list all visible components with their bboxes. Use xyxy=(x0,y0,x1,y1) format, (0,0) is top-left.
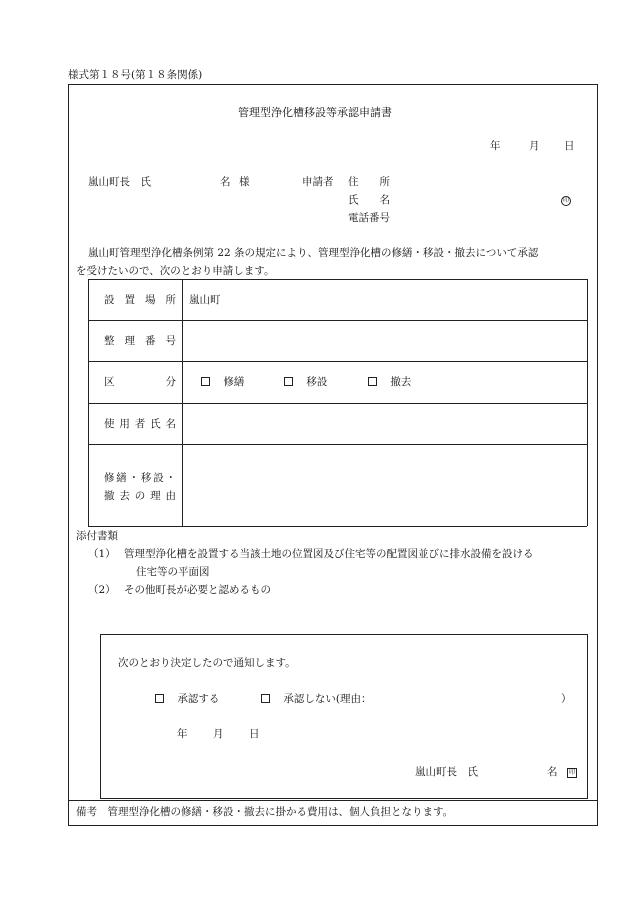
decision-approve-label: 承認する xyxy=(177,693,220,705)
addressee-honorific: 様 xyxy=(239,176,250,188)
option-repair[interactable] xyxy=(201,377,244,388)
applicant-role: 申請者 xyxy=(302,176,334,188)
addressee-mei: 名 xyxy=(220,176,231,188)
location-value[interactable]: 嵐山町 xyxy=(189,294,221,306)
applicant-address-label: 住 所 xyxy=(348,176,390,188)
checkbox-relocate[interactable] xyxy=(284,377,293,386)
category-label xyxy=(104,377,176,388)
decision-date-year: 年 xyxy=(177,728,188,740)
attachment-1-line-1: 管理型浄化槽を設置する当該土地の位置図及び住宅等の配置図並びに排水設備を設ける xyxy=(124,548,534,560)
remarks-divider xyxy=(68,800,598,801)
remarks: 備考 管理型浄化槽の修繕・移設・撤去に掛かる費用は、個人負担となります。 xyxy=(76,806,454,818)
option-remove[interactable] xyxy=(368,377,411,388)
checkbox-repair[interactable] xyxy=(201,377,210,386)
decision-notice: 次のとおり決定したので通知します。 xyxy=(118,657,296,669)
reason-label-1: 修 繕 ・ 移 設 ・ xyxy=(104,472,176,484)
decision-reject[interactable] xyxy=(261,694,371,705)
date-year: 年 xyxy=(490,140,501,152)
attachment-1-line-2: 住宅等の平面図 xyxy=(136,566,210,578)
option-relocate[interactable] xyxy=(284,377,327,388)
decision-approve[interactable] xyxy=(155,694,219,705)
category-label-2: 分 xyxy=(165,376,176,388)
decision-reject-label: 承認しない(理由： xyxy=(283,693,372,705)
form-code: 様式第１８号(第１８条関係) xyxy=(68,69,203,81)
decision-mayor: 嵐山町長 氏 xyxy=(415,766,478,778)
location-label: 設 置 場 所 xyxy=(104,294,176,306)
decision-date-day: 日 xyxy=(249,728,260,740)
decision-mayor-mei: 名 xyxy=(547,766,558,778)
checkbox-remove[interactable] xyxy=(368,377,377,386)
user-name-label: 使 用 者 氏 名 xyxy=(104,418,176,430)
checkbox-reject[interactable] xyxy=(261,694,270,703)
number-label: 整 理 番 号 xyxy=(104,335,176,347)
applicant-name-label: 氏 名 xyxy=(348,194,390,206)
date-day: 日 xyxy=(564,140,575,152)
intro-line-2: を受けたいので、次のとおり申請します。 xyxy=(76,265,275,277)
checkbox-approve[interactable] xyxy=(155,694,164,703)
date-month: 月 xyxy=(529,140,540,152)
user-name-field[interactable] xyxy=(189,411,579,437)
addressee-name: 嵐山町長 氏 xyxy=(88,176,151,188)
attachment-2-number: （2） xyxy=(88,584,116,596)
reason-field[interactable] xyxy=(189,452,579,518)
option-relocate-label: 移設 xyxy=(306,376,328,388)
page-title: 管理型浄化槽移設等承認申請書 xyxy=(238,106,392,119)
category-label-1: 区 xyxy=(104,376,115,388)
attachment-2-text: その他町長が必要と認めるもの xyxy=(124,584,271,596)
applicant-phone-label: 電話番号 xyxy=(348,212,390,224)
applicant-seal: 印 xyxy=(562,197,569,204)
decision-date-month: 月 xyxy=(213,728,224,740)
intro-line-1: 嵐山町管理型浄化槽条例第 22 条の規定により、管理型浄化槽の修繕・移設・撤去について承認 xyxy=(88,247,539,259)
option-remove-label: 撤去 xyxy=(390,376,412,388)
option-repair-label: 修繕 xyxy=(223,376,245,388)
reason-label-2: 撤 去 の 理 由 xyxy=(104,490,176,503)
attachment-1-number: （1） xyxy=(88,548,116,560)
decision-close-paren: ） xyxy=(561,693,572,705)
number-field[interactable] xyxy=(189,328,579,354)
decision-seal: 印 xyxy=(568,769,575,776)
reason-label xyxy=(104,469,176,506)
attachments-heading: 添付書類 xyxy=(76,530,118,542)
